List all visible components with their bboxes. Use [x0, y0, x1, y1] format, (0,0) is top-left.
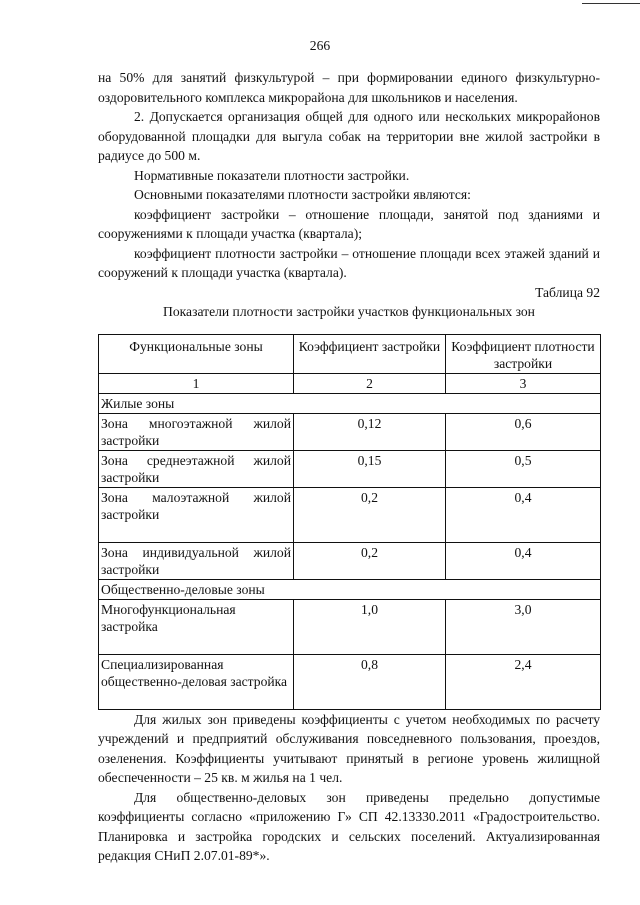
paragraph-residential-note: Для жилых зон приведены коэффициенты с учетом необходимых по расчету учреждений и предприятий обслуживания повседневного пользования, проездов, озеленения. Коэффициенты учитывают принятый в регионе уровень жилищной обеспеченности – 25 кв. м жилья на 1 чел. — [98, 711, 600, 785]
table-row — [99, 599, 601, 654]
density-table — [98, 334, 601, 710]
zone-name: Специализированная общественно-деловая застройка — [99, 654, 294, 709]
coverage-value: 1,0 — [294, 599, 446, 654]
density-value: 2,4 — [446, 654, 601, 709]
header-number-2: 2 — [294, 373, 446, 393]
paragraph-business-note: Для общественно-деловых зон приведены предельно допустимые коэффициенты согласно «приложению Г» СП 42.13330.2011 «Градостроительство. Планировка и застройка городских и сельских поселений. Актуализированная редакция СНиП 2.07.01-89*». — [98, 789, 600, 863]
table-row — [99, 487, 601, 542]
document-body — [98, 68, 600, 866]
zone-name: Зона среднеэтажной жилой застройки — [99, 450, 294, 487]
page-number: 266 — [309, 38, 331, 53]
corner-rule — [582, 3, 640, 4]
density-value: 0,5 — [446, 450, 601, 487]
table-row — [99, 542, 601, 579]
table-number-row — [99, 373, 601, 393]
table-group-row — [99, 579, 601, 599]
header-number-1: 1 — [99, 373, 294, 393]
coverage-value: 0,8 — [294, 654, 446, 709]
header-coverage: Коэффициент застройки — [294, 334, 446, 373]
table-title: Показатели плотности застройки участков функциональных зон — [163, 304, 535, 319]
paragraph-density-heading: Нормативные показатели плотности застройки. — [134, 167, 410, 183]
table-label: Таблица 92 — [535, 284, 600, 300]
table-row — [99, 654, 601, 709]
zone-name: Зона малоэтажной жилой застройки — [99, 487, 294, 542]
group-public-business: Общественно-деловые зоны — [99, 579, 601, 599]
table-header-row — [99, 334, 601, 373]
paragraph-density-intro: Основными показателями плотности застройки являются: — [134, 187, 471, 202]
zone-name: Зона многоэтажной жилой застройки — [99, 413, 294, 450]
density-value: 3,0 — [446, 599, 601, 654]
coverage-value: 0,15 — [294, 450, 446, 487]
table-group-row — [99, 393, 601, 413]
density-value: 0,4 — [446, 487, 601, 542]
table-row — [99, 450, 601, 487]
header-number-3: 3 — [446, 373, 601, 393]
header-zones: Функциональные зоны — [99, 334, 294, 373]
group-residential: Жилые зоны — [99, 393, 601, 413]
coverage-value: 0,12 — [294, 413, 446, 450]
paragraph-continuation: на 50% для занятий физкультурой – при формировании единого физкультурно-оздоровительного комплекса микрорайона для школьников и населения. — [98, 70, 600, 105]
density-value: 0,6 — [446, 413, 601, 450]
paragraph-dog-area: 2. Допускается организация общей для одного или нескольких микрорайонов оборудованной площадки для выгула собак на территории вне жилой застройки в радиусе до 500 м. — [98, 109, 600, 163]
coverage-value: 0,2 — [294, 487, 446, 542]
zone-name: Многофункциональная застройка — [99, 599, 294, 654]
density-value: 0,4 — [446, 542, 601, 579]
table-row — [99, 413, 601, 450]
coverage-value: 0,2 — [294, 542, 446, 579]
paragraph-coverage-ratio: коэффициент застройки – отношение площади, занятой под зданиями и сооружениями к площади участка (квартала); — [98, 206, 600, 241]
header-density: Коэффициент плотности застройки — [446, 334, 601, 373]
paragraph-density-ratio: коэффициент плотности застройки – отношение площади всех этажей зданий и сооружений к площади участка (квартала). — [98, 245, 600, 280]
zone-name: Зона индивидуальной жилой застройки — [99, 542, 294, 579]
